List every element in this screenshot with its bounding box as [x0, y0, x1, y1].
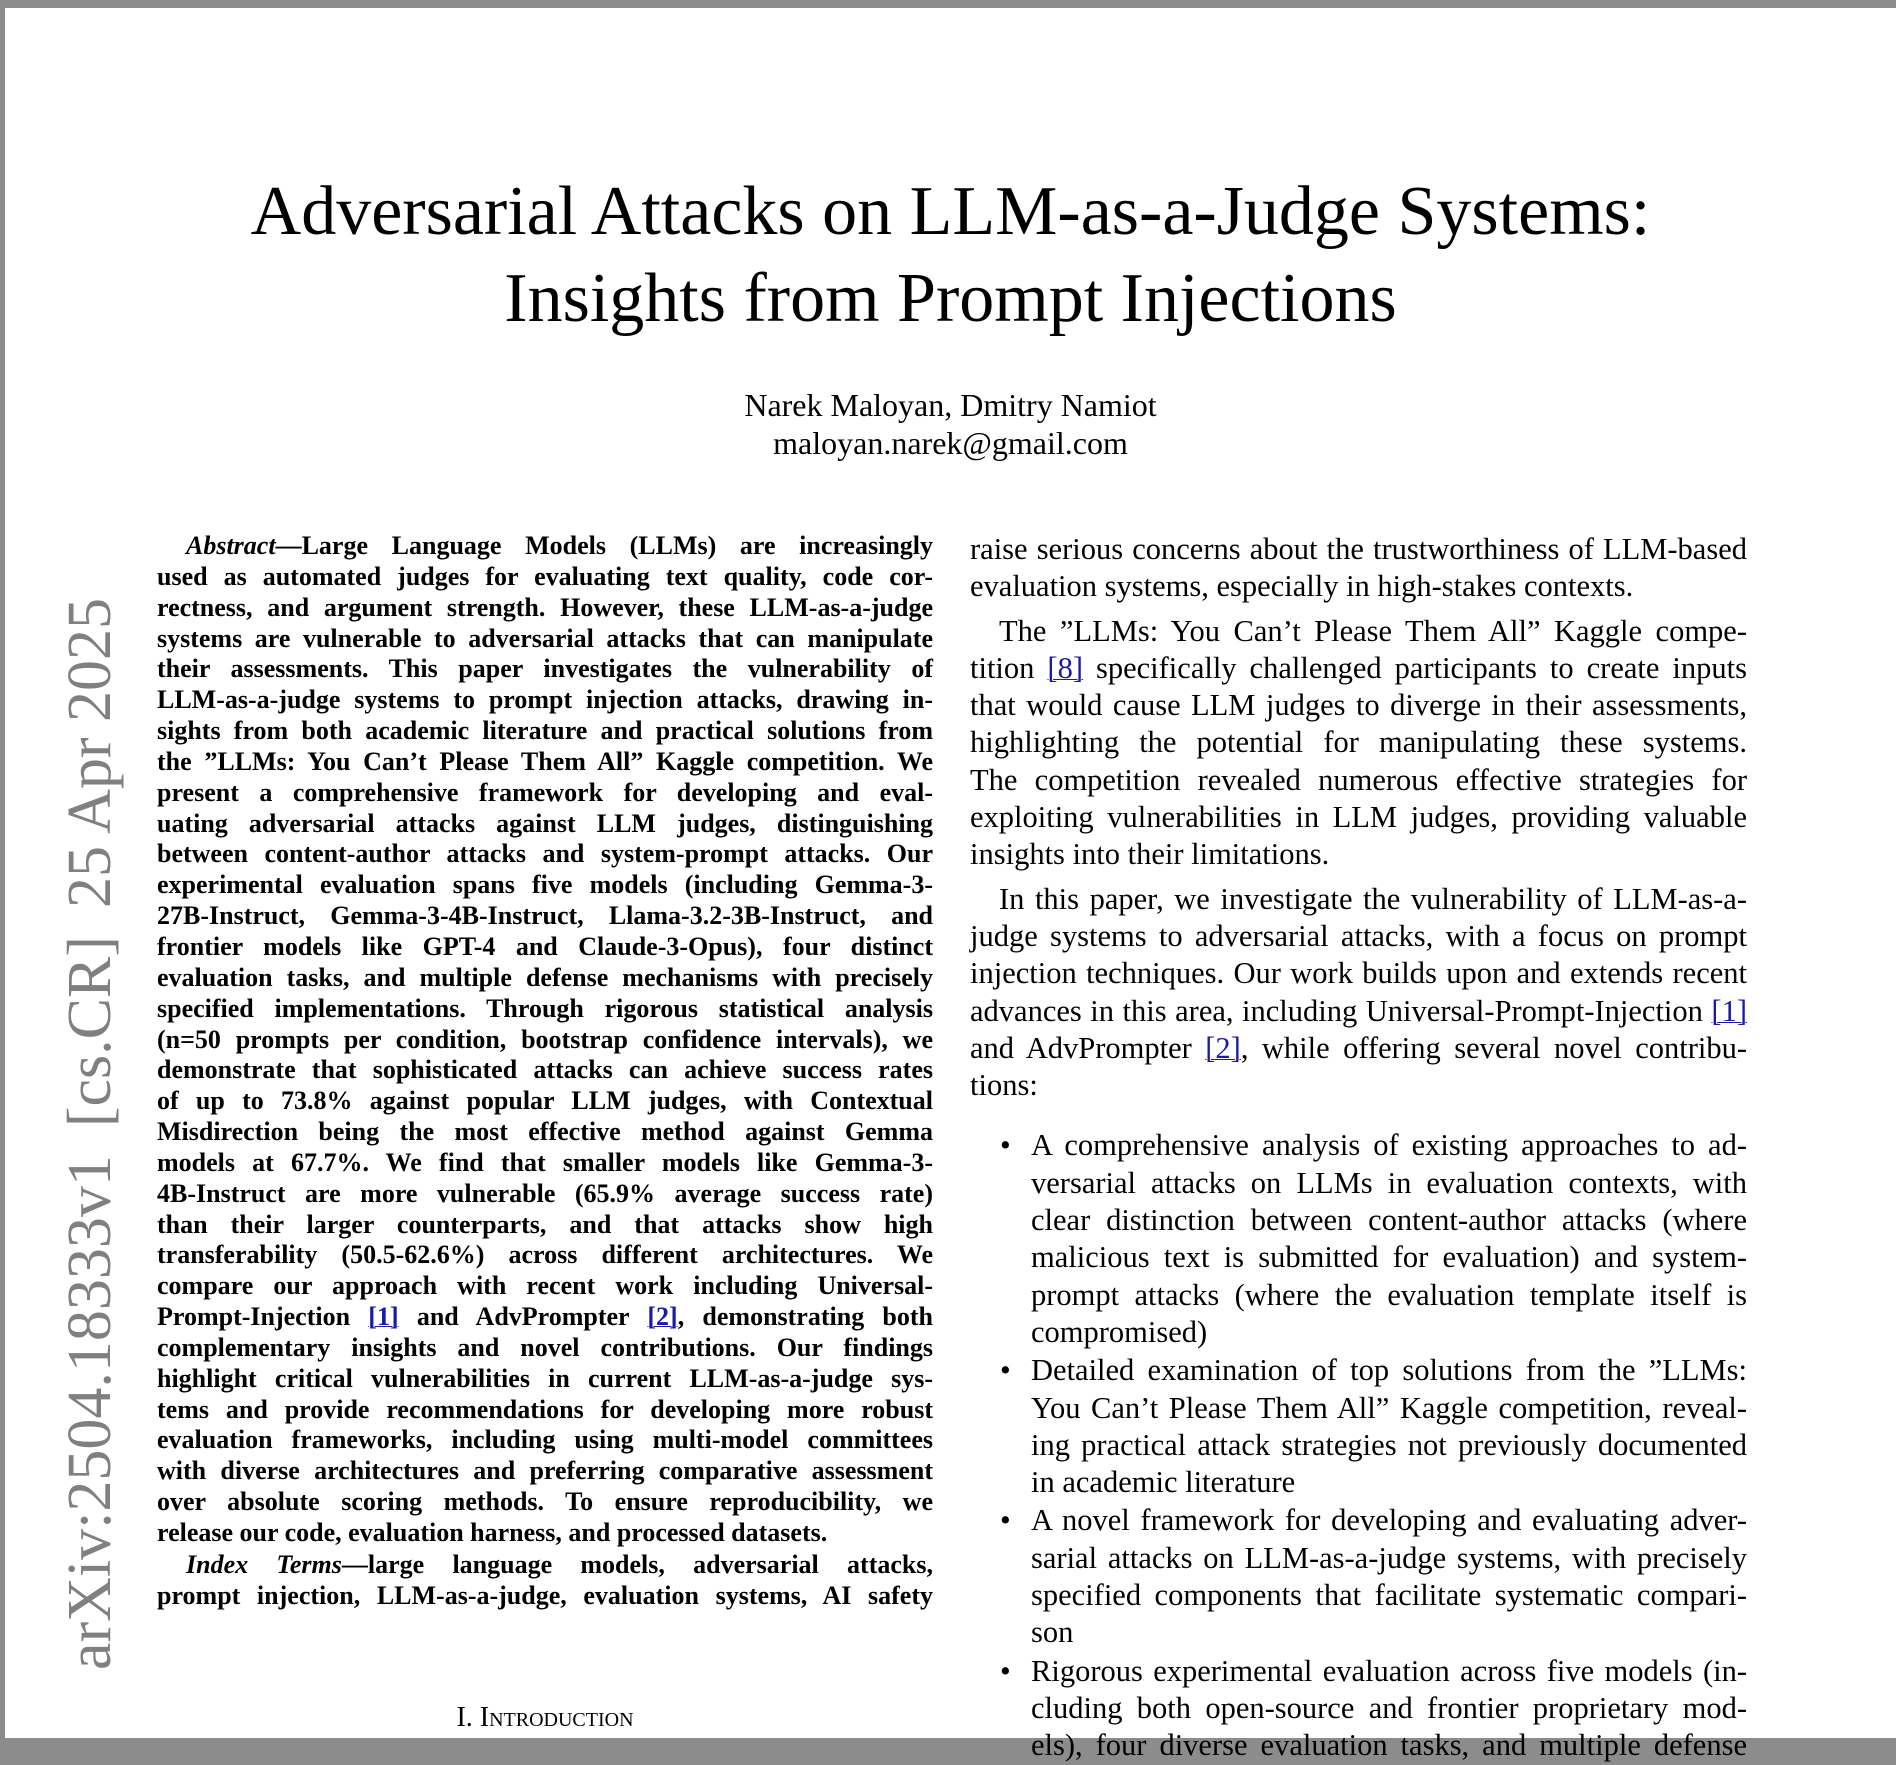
text-line: compare our approach with recent work including Universal-	[157, 1271, 933, 1301]
left-column	[157, 531, 933, 1612]
text-line: highlighting the potential for manipulating these systems.	[970, 725, 1747, 760]
author-block	[5, 386, 1896, 462]
text-line: LLM-as-a-judge systems to prompt injection attacks, drawing in-	[157, 685, 933, 715]
text-line: versarial attacks on LLMs in evaluation contexts, with	[1031, 1165, 1747, 1200]
text-line: models at 67.7%. We find that smaller models like Gemma-3-	[157, 1147, 933, 1177]
paper-page	[5, 8, 1896, 1763]
text-segment: —large language models, adversarial attacks,	[341, 1549, 933, 1579]
text-line: specified implementations. Through rigorous statistical analysis	[157, 993, 933, 1023]
text-segment: —Large Language Models (LLMs) are increasingly	[275, 531, 933, 560]
text-line: transferability (50.5-62.6%) across different architectures. We	[157, 1240, 933, 1270]
text-line: the ”LLMs: You Can’t Please Them All” Kaggle competition. We	[157, 746, 933, 776]
text-line: evaluation tasks, and multiple defense mechanisms with precisely	[157, 962, 933, 992]
text-line: than their larger counterparts, and that attacks show high	[157, 1209, 933, 1239]
bullet-item	[970, 1127, 1747, 1351]
text-line: (n=50 prompts per condition, bootstrap confidence intervals), we	[157, 1024, 933, 1054]
text-line	[157, 1302, 933, 1333]
text-line: highlight critical vulnerabilities in current LLM-as-a-judge sys-	[157, 1363, 933, 1393]
citation-link[interactable]: [1]	[368, 1302, 399, 1332]
text-line	[970, 993, 1747, 1030]
text-segment: advances in this area, including Universal-Prompt-Injection	[970, 993, 1712, 1028]
text-line: evaluation systems, especially in high-stakes contexts.	[970, 569, 1634, 604]
text-line: injection techniques. Our work builds upon and extends recent	[970, 956, 1747, 991]
bullet-item	[970, 1502, 1747, 1651]
text-line	[157, 1550, 933, 1581]
text-segment: and AdvPrompter	[970, 1030, 1206, 1065]
arxiv-id[interactable]: arXiv:2504.18333v1	[56, 1155, 124, 1670]
title-line-1: Adversarial Attacks on LLM-as-a-Judge Systems:	[250, 173, 1651, 250]
section-heading-introduction: I. Introduction	[456, 1702, 634, 1733]
text-line: judge systems to adversarial attacks, with a focus on prompt	[970, 918, 1747, 953]
bullet-icon: •	[1000, 1503, 1011, 1538]
text-segment: tition	[970, 650, 1048, 685]
text-line: cluding both open-source and frontier proprietary mod-	[1031, 1690, 1747, 1725]
text-line: with diverse architectures and preferring comparative assessment	[157, 1456, 933, 1486]
bullet-item	[970, 1352, 1747, 1501]
text-line: A novel framework for developing and evaluating adver- •	[970, 1502, 1747, 1539]
text-line: ing practical attack strategies not previously documented	[1031, 1427, 1747, 1462]
citation-link[interactable]: [1]	[1711, 993, 1747, 1028]
text-line: in academic literature	[1031, 1465, 1296, 1500]
text-line: that would cause LLM judges to diverge in their assessments,	[970, 688, 1747, 723]
text-line: In this paper, we investigate the vulnerability of LLM-as-a-	[999, 881, 1747, 916]
abstract-label: Abstract	[186, 531, 276, 560]
paragraph	[970, 613, 1747, 874]
text-line: prompt injection, LLM-as-a-judge, evaluation systems, AI safety	[157, 1580, 933, 1610]
text-segment: , demonstrating both	[677, 1302, 934, 1332]
bullet-icon: •	[1000, 1653, 1011, 1688]
text-line: exploiting vulnerabilities in LLM judges, providing valuable	[970, 800, 1747, 835]
text-line: tems and provide recommendations for developing more robust	[157, 1394, 933, 1424]
text-line: Rigorous experimental evaluation across five models (in- •	[970, 1653, 1747, 1690]
text-line: Misdirection being the most effective method against Gemma	[157, 1117, 933, 1147]
citation-link[interactable]: [8]	[1047, 650, 1083, 685]
text-line: between content-author attacks and system-prompt attacks. Our	[157, 839, 933, 869]
text-line: A comprehensive analysis of existing approaches to ad- •	[970, 1127, 1747, 1164]
text-line: insights into their limitations.	[970, 837, 1330, 872]
text-segment: specifically challenged participants to create inputs	[1082, 650, 1747, 685]
text-line: complementary insights and novel contributions. Our findings	[157, 1332, 933, 1362]
arxiv-date: 25 Apr 2025	[56, 597, 124, 908]
text-line: over absolute scoring methods. To ensure reproducibility, we	[157, 1487, 933, 1517]
text-line: Detailed examination of top solutions from the ”LLMs: •	[970, 1352, 1747, 1389]
text-line: of up to 73.8% against popular LLM judges, with Contextual	[157, 1086, 933, 1116]
text-line: rectness, and argument strength. However, these LLM-as-a-judge	[157, 592, 933, 622]
paragraph	[970, 881, 1747, 1105]
text-line: raise serious concerns about the trustworthiness of LLM-based	[970, 532, 1747, 566]
text-segment: , while offering several novel contribu-	[1240, 1030, 1747, 1065]
citation-link[interactable]: [2]	[1205, 1030, 1241, 1065]
bullet-icon: •	[1000, 1353, 1011, 1388]
text-line: compromised)	[1031, 1314, 1208, 1349]
text-line: 27B-Instruct, Gemma-3-4B-Instruct, Llama-3.2-3B-Instruct, and	[157, 901, 933, 931]
text-line: demonstrate that sophisticated attacks can achieve success rates	[157, 1055, 933, 1085]
text-line: evaluation frameworks, including using multi-model committees	[157, 1425, 933, 1455]
text-segment: and AdvPrompter	[398, 1302, 648, 1332]
author-names: Narek Maloyan, Dmitry Namiot	[744, 387, 1157, 423]
text-line	[157, 531, 933, 562]
text-line: prompt attacks (where the evaluation template itself is	[1031, 1277, 1747, 1312]
bullet-icon: •	[1000, 1128, 1011, 1163]
citation-link[interactable]: [2]	[647, 1302, 678, 1332]
text-line: used as automated judges for evaluating text quality, code cor-	[157, 561, 933, 591]
text-line: tions:	[970, 1068, 1038, 1103]
text-line: systems are vulnerable to adversarial attacks that can manipulate	[157, 623, 933, 653]
text-line: 4B-Instruct are more vulnerable (65.9% average success rate)	[157, 1178, 933, 1208]
paper-title	[5, 168, 1896, 342]
index-terms-label: Index Terms	[186, 1549, 342, 1579]
text-line	[970, 650, 1747, 687]
text-segment: Prompt-Injection	[157, 1302, 369, 1332]
text-line: els), four diverse evaluation tasks, and multiple defense	[1031, 1728, 1747, 1763]
text-line: malicious text is submitted for evaluation) and system-	[1031, 1240, 1747, 1275]
author-email[interactable]: maloyan.narek@gmail.com	[773, 425, 1128, 461]
text-line: sights from both academic literature and practical solutions from	[157, 716, 933, 746]
arxiv-category: [cs.CR]	[56, 935, 124, 1128]
text-line: You Can’t Please Them All” Kaggle competition, reveal-	[1031, 1390, 1747, 1425]
text-line: release our code, evaluation harness, and processed datasets.	[157, 1518, 828, 1547]
text-line: The competition revealed numerous effective strategies for	[970, 762, 1747, 797]
title-line-2: Insights from Prompt Injections	[504, 260, 1397, 337]
text-line: specified components that facilitate systematic compari-	[1031, 1578, 1747, 1613]
text-line: uating adversarial attacks against LLM judges, distinguishing	[157, 808, 933, 838]
text-line: experimental evaluation spans five models (including Gemma-3-	[157, 870, 933, 900]
text-line	[970, 1030, 1747, 1067]
text-line: their assessments. This paper investigates the vulnerability of	[157, 654, 933, 684]
text-line: clear distinction between content-author attacks (where	[1031, 1203, 1747, 1238]
text-line: son	[1031, 1615, 1074, 1650]
text-line: present a comprehensive framework for developing and eval-	[157, 777, 933, 807]
bullet-item	[970, 1653, 1747, 1765]
text-line: The ”LLMs: You Can’t Please Them All” Kaggle compe-	[999, 613, 1747, 648]
arxiv-sidebar-stamp	[55, 597, 125, 1684]
text-line: frontier models like GPT-4 and Claude-3-Opus), four distinct	[157, 931, 933, 961]
text-line: sarial attacks on LLM-as-a-judge systems, with precisely	[1031, 1540, 1747, 1575]
right-column	[970, 531, 1747, 1765]
paragraph	[970, 531, 1747, 606]
